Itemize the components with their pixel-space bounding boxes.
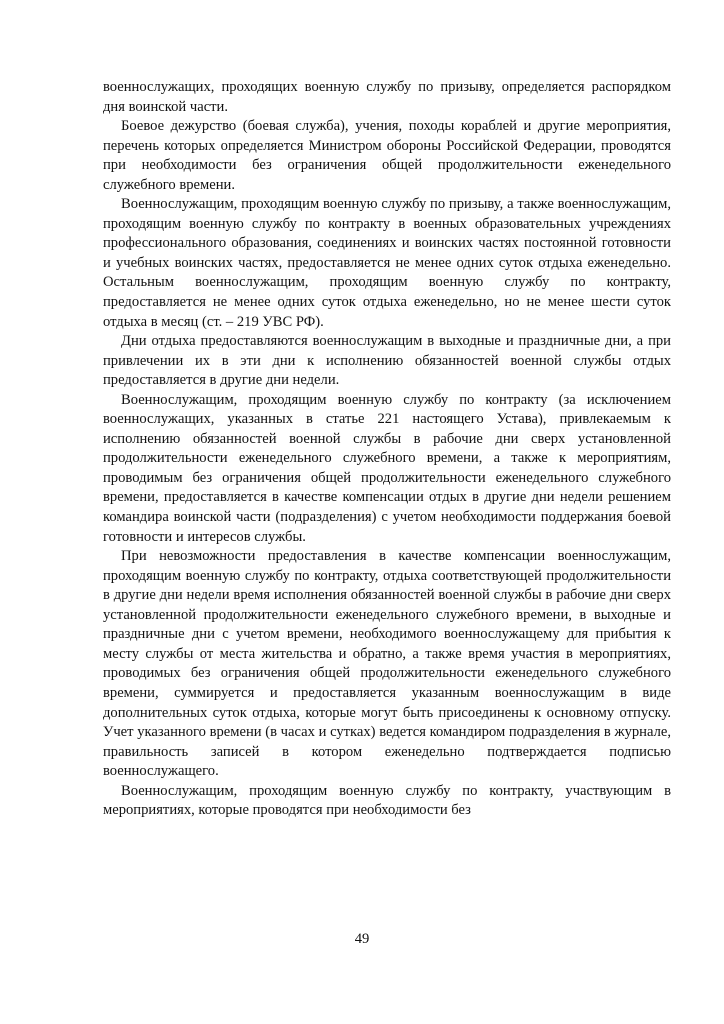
paragraph-rest-days-weekends: Дни отдыха предоставляются военнослужащим в выходные и праздничные дни, а при привлечении их в эти дни к исполнению обязанностей военной службы отдых предоставляется в другие дни недели.	[103, 333, 671, 389]
paragraph-continuation: военнослужащих, проходящих военную службу по призыву, определяется распорядком дня воинской части.	[103, 79, 671, 115]
paragraph-combat-duty: Боевое дежурство (боевая служба), учения, походы кораблей и другие мероприятия, перечень которых определяется Министром обороны Российской Федерации, проводятся при необходимости без ограничения общей продолжительности еженедельного служебного времени.	[103, 118, 671, 193]
paragraph-additional-rest-days: При невозможности предоставления в качестве компенсации военнослужащим, проходящим военную службу по контракту, отдыха соответствующей продолжительности в другие дни недели время исполнения обязанностей военной службы в рабочие дни сверх установленной продолжительности еженедельного служебного времени, в выходные и праздничные дни с учетом времени, необходимого военнослужащему для прибытия к месту службы от места жительства и обратно, а также время участия в мероприятиях, проводимых без ограничения общей продолжительности еженедельного служебного времени, суммируется и предоставляется указанным военнослужащим в виде дополнительных суток отдыха, которые могут быть присоединены к основному отпуску. Учет указанного времени (в часах и сутках) ведется командиром подразделения в журнале, правильность записей в котором еженедельно подтверждается подписью военнослужащего.	[103, 548, 671, 780]
paragraph-compensation-rest: Военнослужащим, проходящим военную службу по контракту (за исключением военнослужащих, указанных в статье 221 настоящего Устава), привлекаемым к исполнению обязанностей военной службы в рабочие дни сверх установленной продолжительности еженедельного служебного времени, а также к мероприятиям, проводимым без ограничения общей продолжительности еженедельного служебного времени, предоставляется в качестве компенсации отдых в другие дни недели решением командира воинской части (подразделения) с учетом необходимости поддержания боевой готовности и интересов службы.	[103, 391, 671, 545]
page-number: 49	[354, 931, 370, 947]
paragraph-contract-events: Военнослужащим, проходящим военную службу по контракту, участвующим в мероприятиях, которые проводятся при необходимости без	[103, 782, 671, 819]
document-page	[103, 78, 671, 821]
paragraph-rest-days-conscripts: Военнослужащим, проходящим военную службу по призыву, а также военнослужащим, проходящим военную службу по контракту в военных образовательных учреждениях профессионального образования, соединениях и воинских частях постоянной готовности и учебных воинских частях, предоставляется не менее одних суток отдыха еженедельно. Остальным военнослужащим, проходящим военную службу по контракту, предоставляется не менее одних суток отдыха еженедельно, но не менее шести суток отдыха в месяц (ст. – 219 УВС РФ).	[103, 196, 671, 330]
